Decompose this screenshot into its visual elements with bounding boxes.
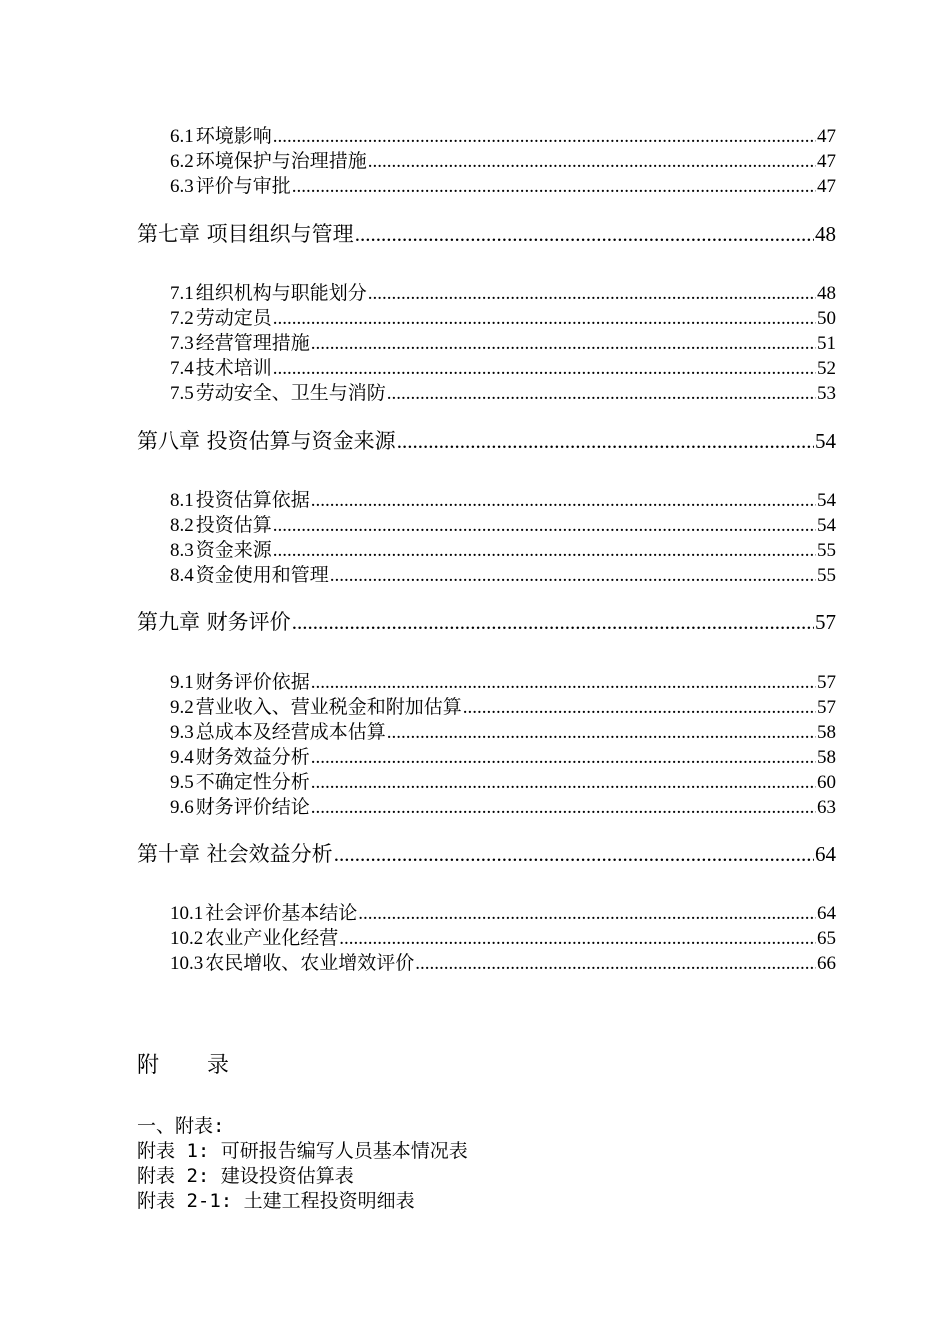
toc-page-number: 54 (817, 515, 836, 536)
toc-section-number: 8.2 (170, 515, 194, 536)
toc-page-number: 54 (817, 490, 836, 511)
toc-section-number: 9.2 (170, 697, 194, 718)
toc-dot-leader (273, 356, 816, 381)
appendix-heading-right: 录 (207, 1053, 230, 1078)
toc-section-number: 9.3 (170, 722, 194, 743)
toc-entry-title: 社会评价基本结论 (205, 902, 358, 924)
toc-section-entry[interactable] (170, 306, 836, 331)
toc-section-entry[interactable] (170, 563, 836, 588)
toc-entry-title: 劳动安全、卫生与消防 (195, 382, 386, 404)
toc-section-entry[interactable] (170, 149, 836, 174)
toc-entry-title: 环境保护与治理措施 (195, 150, 367, 172)
toc-page-number: 58 (817, 722, 836, 743)
toc-section-entry[interactable] (170, 124, 836, 149)
toc-section-number: 8.1 (170, 490, 194, 511)
toc-section-entry[interactable] (170, 281, 836, 306)
toc-dot-leader (273, 124, 816, 149)
toc-chapter-entry[interactable] (137, 839, 836, 869)
toc-entry-title: 第九章 财务评价 (137, 610, 291, 634)
toc-dot-leader (397, 426, 814, 456)
appendix-line: 附表 2: 建设投资估算表 (137, 1165, 354, 1187)
toc-page-number: 48 (817, 283, 836, 304)
toc-entry-title: 评价与审批 (195, 175, 291, 197)
toc-chapter-entry[interactable] (137, 219, 836, 249)
toc-entry-title: 技术培训 (195, 357, 272, 379)
toc-entry-title: 资金来源 (195, 539, 272, 561)
toc-dot-leader (311, 795, 816, 820)
toc-section-number: 6.1 (170, 126, 194, 147)
toc-entry-title: 营业收入、营业税金和附加估算 (195, 696, 462, 718)
toc-entry-title: 投资估算 (195, 514, 272, 536)
appendix-line: 附表 1: 可研报告编写人员基本情况表 (137, 1140, 468, 1162)
toc-entry-title: 环境影响 (195, 125, 272, 147)
toc-entry-title: 组织机构与职能划分 (195, 282, 367, 304)
toc-page-number: 64 (817, 903, 836, 924)
toc-entry-title: 劳动定员 (195, 307, 272, 329)
toc-section-number: 7.2 (170, 308, 194, 329)
toc-dot-leader (273, 538, 816, 563)
toc-page-number: 47 (817, 126, 836, 147)
toc-section-entry[interactable] (170, 770, 836, 795)
appendix-line: 附表 2-1: 土建工程投资明细表 (137, 1190, 415, 1212)
toc-page-number: 48 (815, 222, 836, 246)
toc-dot-leader (330, 563, 816, 588)
toc-page-number: 57 (815, 610, 836, 634)
toc-section-number: 8.3 (170, 540, 194, 561)
toc-page-number: 65 (817, 928, 836, 949)
toc-chapter-entry[interactable] (137, 607, 836, 637)
toc-entry-title: 农业产业化经营 (205, 927, 339, 949)
toc-entry-title: 财务评价依据 (195, 671, 310, 693)
toc-section-number: 9.6 (170, 797, 194, 818)
toc-section-number: 6.2 (170, 151, 194, 172)
toc-section-number: 7.1 (170, 283, 194, 304)
toc-entry-title: 第十章 社会效益分析 (137, 842, 333, 866)
toc-entry-title: 农民增收、农业增效评价 (205, 952, 415, 974)
toc-entry-title: 资金使用和管理 (195, 564, 329, 586)
toc-page-number: 55 (817, 540, 836, 561)
toc-section-number: 9.4 (170, 747, 194, 768)
toc-section-entry[interactable] (170, 926, 836, 951)
toc-page-number: 57 (817, 672, 836, 693)
toc-page-number: 47 (817, 151, 836, 172)
toc-page-number: 64 (815, 842, 836, 866)
toc-dot-leader (311, 745, 816, 770)
toc-page-number: 52 (817, 358, 836, 379)
toc-entry-title: 投资估算依据 (195, 489, 310, 511)
toc-dot-leader (292, 607, 814, 637)
toc-section-number: 9.5 (170, 772, 194, 793)
toc-page-number: 50 (817, 308, 836, 329)
toc-dot-leader (387, 381, 816, 406)
toc-section-entry[interactable] (170, 901, 836, 926)
toc-section-number: 9.1 (170, 672, 194, 693)
toc-dot-leader (311, 770, 816, 795)
toc-section-number: 7.3 (170, 333, 194, 354)
toc-section-entry[interactable] (170, 951, 836, 976)
toc-page-number: 63 (817, 797, 836, 818)
toc-page-number: 55 (817, 565, 836, 586)
toc-dot-leader (368, 149, 816, 174)
toc-section-number: 7.5 (170, 383, 194, 404)
toc-dot-leader (273, 306, 816, 331)
toc-entry-title: 第八章 投资估算与资金来源 (137, 429, 396, 453)
toc-section-entry[interactable] (170, 488, 836, 513)
toc-dot-leader (358, 901, 816, 926)
appendix-heading-left: 附 (137, 1053, 160, 1078)
toc-section-number: 8.4 (170, 565, 194, 586)
toc-section-entry[interactable] (170, 538, 836, 563)
toc-dot-leader (415, 951, 816, 976)
toc-entry-title: 不确定性分析 (195, 771, 310, 793)
toc-page-number: 53 (817, 383, 836, 404)
toc-dot-leader (311, 670, 816, 695)
toc-dot-leader (334, 839, 814, 869)
toc-section-entry[interactable] (170, 695, 836, 720)
toc-section-entry[interactable] (170, 720, 836, 745)
toc-section-entry[interactable] (170, 174, 836, 199)
toc-page-number: 54 (815, 429, 836, 453)
toc-entry-title: 第七章 项目组织与管理 (137, 222, 354, 246)
toc-section-entry[interactable] (170, 670, 836, 695)
toc-dot-leader (311, 331, 816, 356)
toc-chapter-entry[interactable] (137, 426, 836, 456)
toc-dot-leader (355, 219, 814, 249)
toc-dot-leader (368, 281, 816, 306)
toc-entry-title: 总成本及经营成本估算 (195, 721, 386, 743)
toc-section-entry[interactable] (170, 331, 836, 356)
toc-dot-leader (273, 513, 816, 538)
toc-page-number: 51 (817, 333, 836, 354)
toc-section-number: 7.4 (170, 358, 194, 379)
appendix-line: 一、附表: (137, 1115, 225, 1137)
toc-dot-leader (339, 926, 816, 951)
toc-section-number: 6.3 (170, 176, 194, 197)
appendix-heading (137, 1048, 229, 1079)
toc-dot-leader (463, 695, 816, 720)
toc-section-entry[interactable] (170, 795, 836, 820)
toc-page-number: 47 (817, 176, 836, 197)
toc-page-number: 57 (817, 697, 836, 718)
toc-dot-leader (292, 174, 816, 199)
toc-entry-title: 财务效益分析 (195, 746, 310, 768)
toc-entry-title: 财务评价结论 (195, 796, 310, 818)
toc-section-entry[interactable] (170, 745, 836, 770)
toc-section-number: 10.3 (170, 953, 204, 974)
toc-section-entry[interactable] (170, 381, 836, 406)
toc-section-entry[interactable] (170, 356, 836, 381)
toc-page-number: 58 (817, 747, 836, 768)
toc-dot-leader (387, 720, 816, 745)
toc-page-number: 60 (817, 772, 836, 793)
toc-section-entry[interactable] (170, 513, 836, 538)
toc-section-number: 10.2 (170, 928, 204, 949)
toc-entry-title: 经营管理措施 (195, 332, 310, 354)
toc-dot-leader (311, 488, 816, 513)
toc-page-number: 66 (817, 953, 836, 974)
toc-section-number: 10.1 (170, 903, 204, 924)
